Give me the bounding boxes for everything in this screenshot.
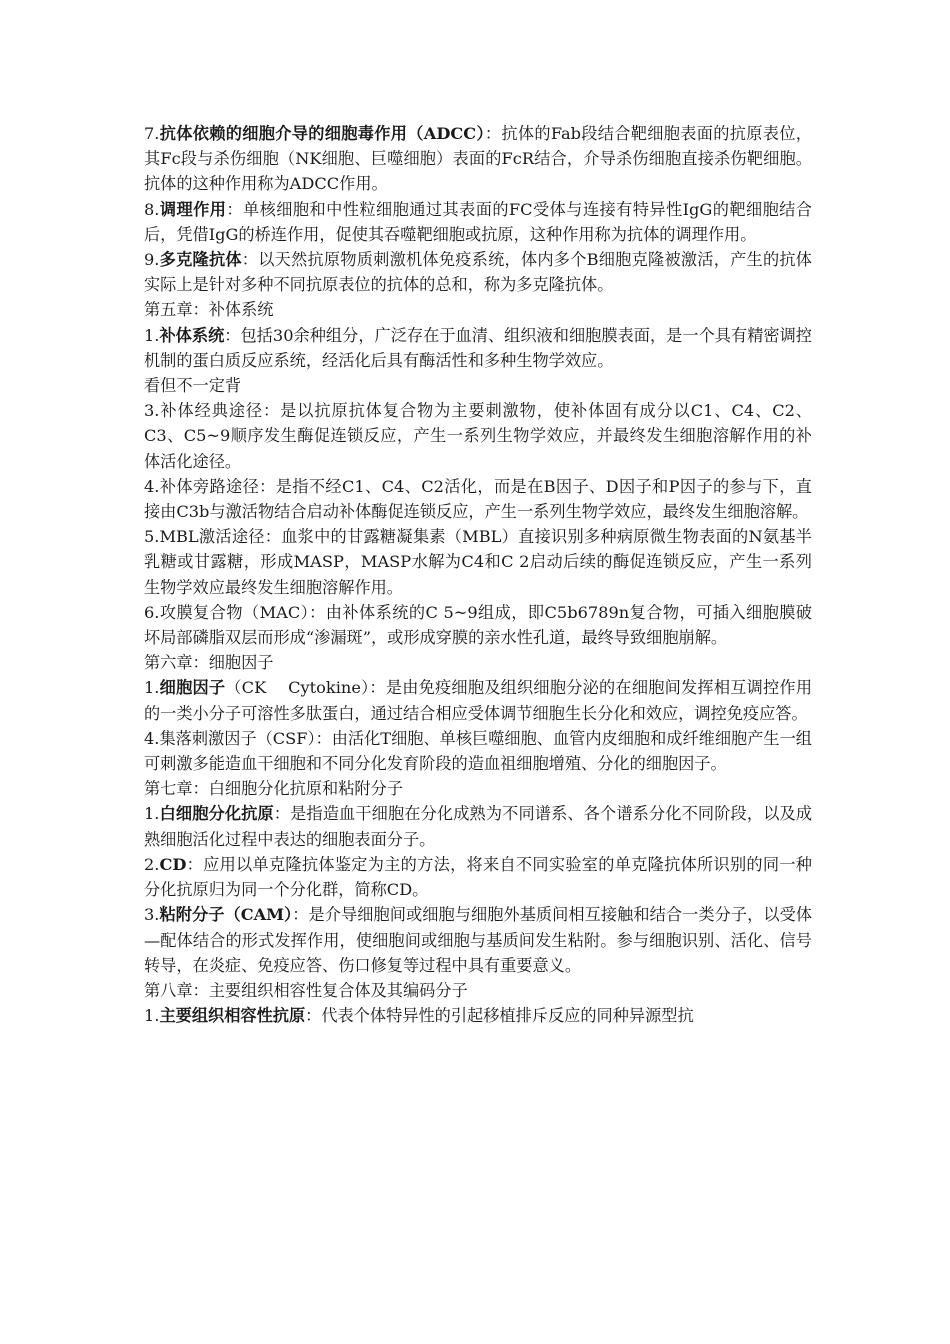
paragraph-opsonization <box>144 197 812 247</box>
definition-text: ：以天然抗原物质刺激机体免疫系统，体内多个B细胞克隆被激活，产生的抗体实际上是针对多种不同抗原表位的抗体的总和，称为多克隆抗体。 <box>144 250 812 295</box>
paragraph-mbl-pathway: 5.MBL激活途径：血浆中的甘露糖凝集素（MBL）直接识别多种病原微生物表面的N氨基半乳糖或甘露糖，形成MASP，MASP水解为C4和C 2启动后续的酶促连锁反应，产生一系列生物学效应最终发生细胞溶解作用。 <box>144 527 812 597</box>
chapter-8-heading: 第八章：主要组织相容性复合体及其编码分子 <box>144 980 468 1000</box>
term-leukocyte-antigen: 白细胞分化抗原 <box>159 804 274 824</box>
item-number: 2. <box>144 854 160 874</box>
paragraph-mac: 6.攻膜复合物（MAC）：由补体系统的C 5~9组成，即C5b6789n复合物，可插入细胞膜破坏局部磷脂双层而形成“渗漏斑”，或形成穿膜的亲水性孔道，最终导致细胞崩解。 <box>144 602 812 648</box>
item-number: 8. <box>144 199 160 219</box>
definition-text: ：单核细胞和中性粒细胞通过其表面的FC受体与连接有特异性IgG的靶细胞结合后，凭借IgG的桥连作用，促使其吞噬靶细胞或抗原，这种作用称为抗体的调理作用。 <box>144 199 812 244</box>
paragraph-mhc-antigen <box>144 1003 812 1028</box>
item-number: 7. <box>144 124 160 143</box>
paragraph-classical-pathway: 3.补体经典途径：是以抗原抗体复合物为主要刺激物，使补体固有成分以C1、C4、C2、C3、C5~9顺序发生酶促连锁反应，产生一系列生物学效应，并最终发生细胞溶解作用的补体活化途径。 <box>144 401 812 471</box>
item-number: 1. <box>144 678 160 698</box>
paragraph-cd <box>144 852 812 902</box>
term-cam: 粘附分子（CAM） <box>159 905 293 925</box>
item-number: 1. <box>144 1006 160 1026</box>
definition-text: ：抗体的Fab段结合靶细胞表面的抗原表位，其Fc段与杀伤细胞（NK细胞、巨噬细胞）表面的FcR结合，介导杀伤细胞直接杀伤靶细胞。抗体的这种作用称为ADCC作用。 <box>144 124 812 194</box>
paragraph-cytokine <box>144 675 812 725</box>
paragraph-alternative-pathway: 4.补体旁路途径：是指不经C1、C4、C2活化，而是在B因子、D因子和P因子的参与下，直接由C3b与激活物结合启动补体酶促连锁反应，产生一系列生物学效应，最终发生细胞溶解。 <box>144 476 812 522</box>
chapter-6-heading: 第六章：细胞因子 <box>144 653 274 673</box>
item-number: 1. <box>144 804 160 824</box>
chapter-7-heading: 第七章：白细胞分化抗原和粘附分子 <box>144 779 403 799</box>
item-number: 9. <box>144 250 160 270</box>
definition-text: ：是介导细胞间或细胞与细胞外基质间相互接触和结合一类分子，以受体—配体结合的形式发挥作用，使细胞间或细胞与基质间发生粘附。参与细胞识别、活化、信号转导，在炎症、免疫应答、伤口修复等过程中具有重要意义。 <box>144 905 813 975</box>
definition-text: ：是指造血干细胞在分化成熟为不同谱系、各个谱系分化不同阶段，以及成熟细胞活化过程中表达的细胞表面分子。 <box>144 804 813 849</box>
definition-text: （CK Cytokine）：是由免疫细胞及组织细胞分泌的在细胞间发挥相互调控作用的一类小分子可溶性多肽蛋白，通过结合相应受体调节细胞生长分化和效应，调控免疫应答。 <box>144 678 813 723</box>
term-complement-system: 补体系统 <box>159 325 225 345</box>
paragraph-cam <box>144 902 812 978</box>
item-number: 3. <box>144 905 160 925</box>
definition-text: ：应用以单克隆抗体鉴定为主的方法，将来自不同实验室的单克隆抗体所识别的同一种分化抗原归为同一个分化群，简称CD。 <box>144 854 812 900</box>
study-note: 看但不一定背 <box>144 376 242 396</box>
term-mhc-antigen: 主要组织相容性抗原 <box>159 1006 306 1026</box>
term-adcc: 抗体依赖的细胞介导的细胞毒作用（ADCC） <box>159 124 485 143</box>
term-cytokine: 细胞因子 <box>159 678 226 698</box>
chapter-5-heading: 第五章：补体系统 <box>144 300 274 320</box>
paragraph-adcc <box>144 121 812 197</box>
paragraph-leukocyte-antigen <box>144 801 812 851</box>
definition-text: ：包括30余种组分，广泛存在于血清、组织液和细胞膜表面，是一个具有精密调控机制的蛋白质反应系统，经活化后具有酶活性和多种生物学效应。 <box>144 325 812 370</box>
term-cd: CD <box>159 854 187 874</box>
term-opsonization: 调理作用 <box>159 199 227 219</box>
definition-text: ：代表个体特异性的引起移植排斥反应的同种异源型抗 <box>305 1006 694 1026</box>
paragraph-polyclonal-antibody <box>144 247 812 297</box>
document-page <box>144 121 812 1028</box>
paragraph-complement-system <box>144 323 812 373</box>
item-number: 1. <box>144 325 160 345</box>
term-polyclonal-antibody: 多克隆抗体 <box>159 250 242 270</box>
paragraph-csf: 4.集落刺激因子（CSF）：由活化T细胞、单核巨噬细胞、血管内皮细胞和成纤维细胞产生一组可刺激多能造血干细胞和不同分化发育阶段的造血祖细胞增殖、分化的细胞因子。 <box>144 728 812 774</box>
